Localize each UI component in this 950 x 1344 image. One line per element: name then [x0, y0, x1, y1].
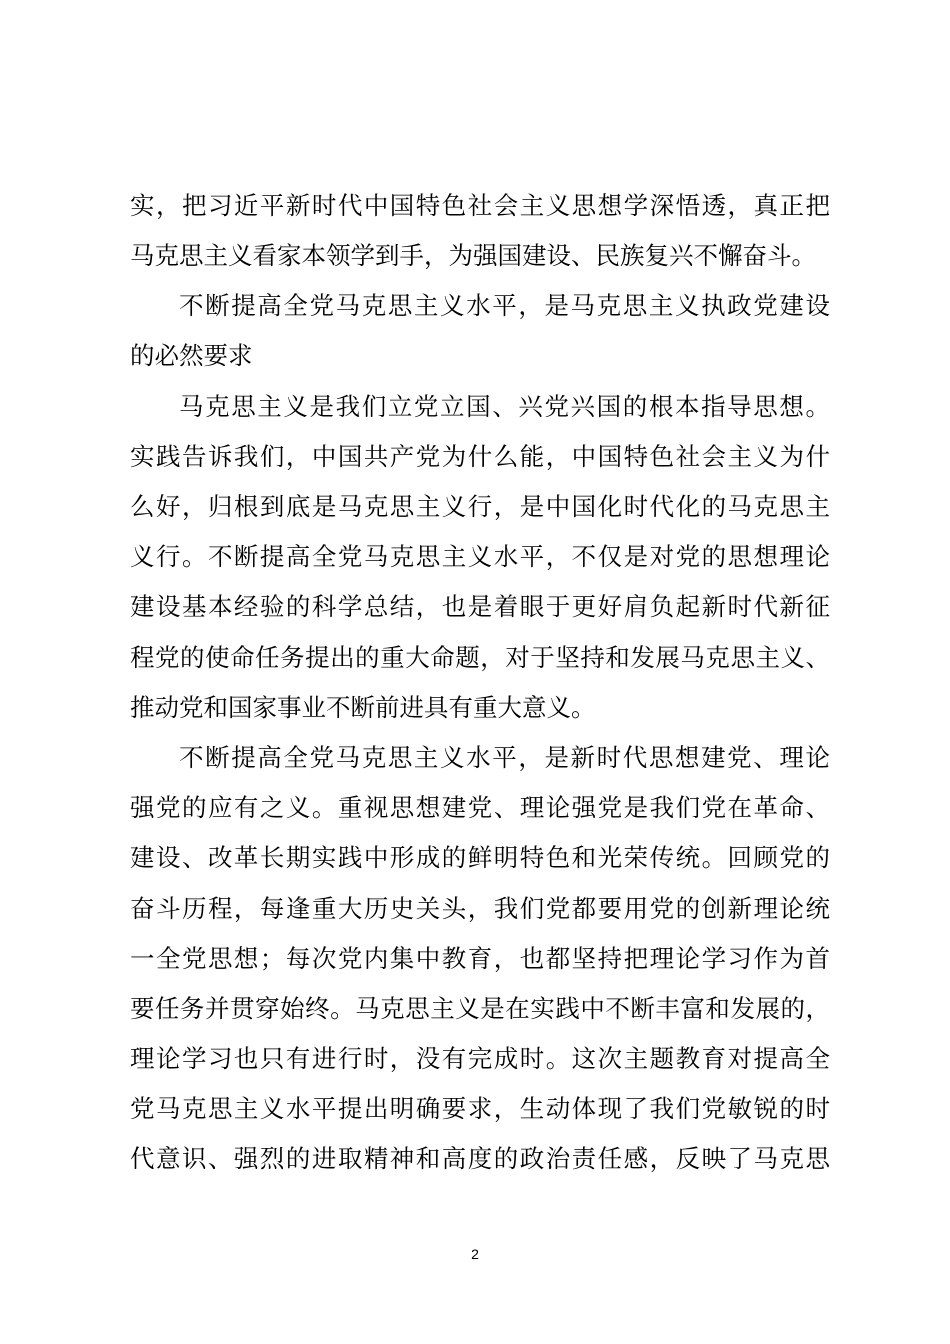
- section-heading-line: 的必然要求: [130, 341, 253, 370]
- paragraph-line: 党马克思主义水平提出明确要求，生动体现了我们党敏锐的时: [130, 1094, 830, 1123]
- page-number: 2: [471, 1246, 479, 1262]
- paragraph-line: 建设基本经验的科学总结，也是着眼于更好肩负起新时代新征: [130, 592, 830, 621]
- section-heading-line: 不断提高全党马克思主义水平，是马克思主义执政党建设: [179, 291, 830, 320]
- paragraph-line: 一全党思想；每次党内集中教育，也都坚持把理论学习作为首: [130, 944, 830, 973]
- paragraph-line: 程党的使命任务提出的重大命题，对于坚持和发展马克思主义、: [130, 643, 830, 672]
- paragraph-line: 要任务并贯穿始终。马克思主义是在实践中不断丰富和发展的，: [130, 994, 830, 1023]
- paragraph-line: 理论学习也只有进行时，没有完成时。这次主题教育对提高全: [130, 1044, 830, 1073]
- paragraph-line: 么好，归根到底是马克思主义行，是中国化时代化的马克思主: [130, 492, 830, 521]
- paragraph-line: 代意识、强烈的进取精神和高度的政治责任感，反映了马克思: [130, 1144, 830, 1173]
- paragraph-line: 建设、改革长期实践中形成的鲜明特色和光荣传统。回顾党的: [130, 843, 830, 872]
- paragraph-line: 不断提高全党马克思主义水平，是新时代思想建党、理论: [179, 743, 830, 772]
- paragraph-line: 马克思主义是我们立党立国、兴党兴国的根本指导思想。: [179, 392, 830, 421]
- paragraph-line: 实，把习近平新时代中国特色社会主义思想学深悟透，真正把: [130, 191, 830, 220]
- paragraph-line: 马克思主义看家本领学到手，为强国建设、民族复兴不懈奋斗。: [130, 241, 816, 270]
- paragraph-line: 义行。不断提高全党马克思主义水平，不仅是对党的思想理论: [130, 542, 830, 571]
- paragraph-line: 推动党和国家事业不断前进具有重大意义。: [130, 693, 596, 722]
- paragraph-line: 实践告诉我们，中国共产党为什么能，中国特色社会主义为什: [130, 442, 830, 471]
- paragraph-line: 强党的应有之义。重视思想建党、理论强党是我们党在革命、: [130, 793, 830, 822]
- paragraph-line: 奋斗历程，每逢重大历史关头，我们党都要用党的创新理论统: [130, 894, 830, 923]
